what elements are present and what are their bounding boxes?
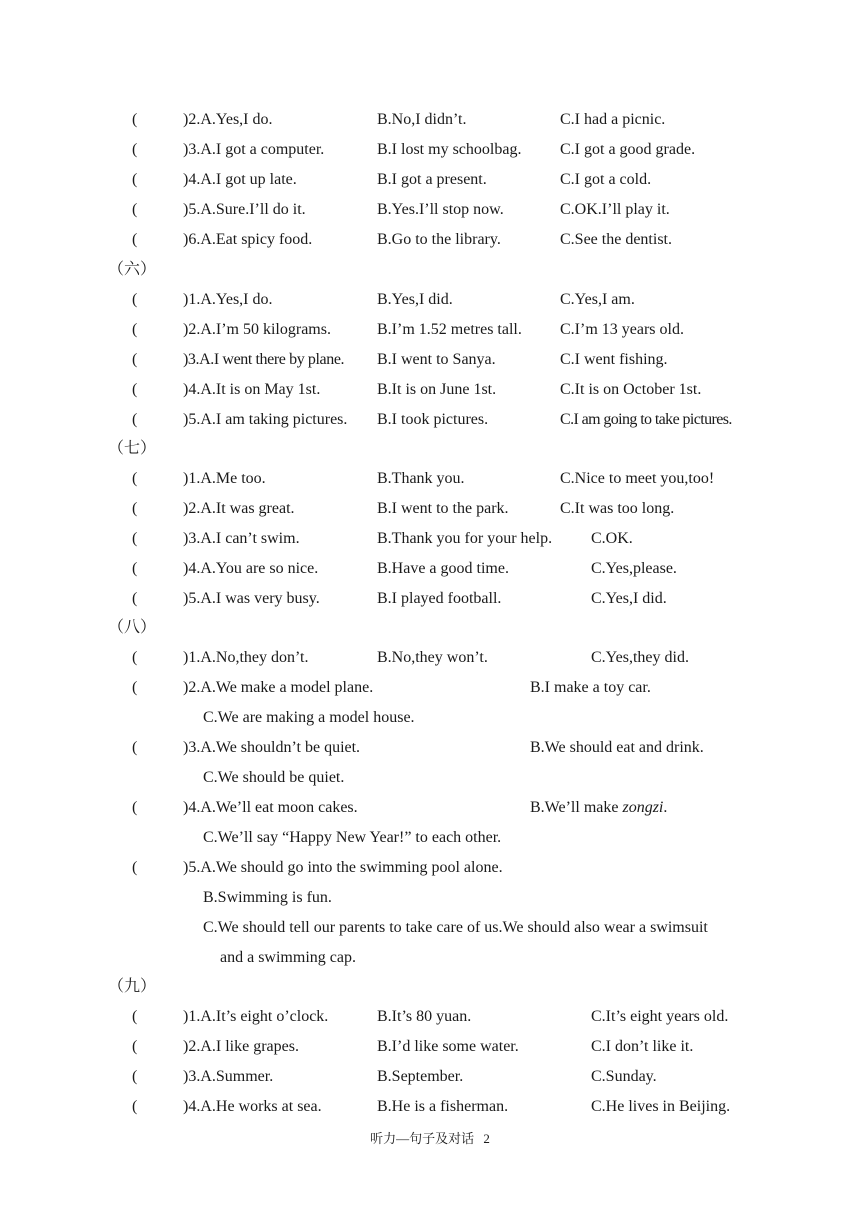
question-row-continued xyxy=(0,823,860,853)
option-a: )2.A.It was great. xyxy=(183,500,295,517)
option-b-period: . xyxy=(663,799,668,816)
footer-title: 听力—句子及对话 xyxy=(370,1131,475,1146)
option-b: B.We should eat and drink. xyxy=(530,739,704,756)
option-b: B.September. xyxy=(377,1068,464,1085)
answer-bracket[interactable]: ( xyxy=(132,291,138,308)
question-row xyxy=(0,643,860,673)
option-b: B.I lost my schoolbag. xyxy=(377,141,522,158)
answer-bracket[interactable]: ( xyxy=(132,321,138,338)
option-c: C.Nice to meet you,too! xyxy=(560,470,715,487)
question-row xyxy=(0,464,860,494)
option-c: C.Yes,I did. xyxy=(591,590,667,607)
question-row xyxy=(0,165,860,195)
answer-bracket[interactable]: ( xyxy=(132,381,138,398)
option-c: C.We should tell our parents to take care of us.We should also wear a swimsuit xyxy=(203,919,708,936)
answer-bracket[interactable]: ( xyxy=(132,201,138,218)
option-c-continued: and a swimming cap. xyxy=(220,949,356,966)
option-a: )1.A.It’s eight o’clock. xyxy=(183,1008,329,1025)
option-a: )5.A.We should go into the swimming pool alone. xyxy=(183,859,503,876)
option-a: )3.A.I got a computer. xyxy=(183,141,325,158)
option-b: B.He is a fisherman. xyxy=(377,1098,509,1115)
option-a: )4.A.It is on May 1st. xyxy=(183,381,321,398)
answer-bracket[interactable]: ( xyxy=(132,171,138,188)
option-a: )3.A.We shouldn’t be quiet. xyxy=(183,739,361,756)
section-label: （九） xyxy=(108,978,157,995)
answer-bracket[interactable]: ( xyxy=(132,739,138,756)
answer-bracket[interactable]: ( xyxy=(132,649,138,666)
question-row xyxy=(0,225,860,255)
answer-bracket[interactable]: ( xyxy=(132,679,138,696)
option-c: C.I got a cold. xyxy=(560,171,652,188)
option-b: B.Go to the library. xyxy=(377,231,501,248)
option-c: C.I got a good grade. xyxy=(560,141,696,158)
question-row-continued xyxy=(0,703,860,733)
question-row xyxy=(0,315,860,345)
option-b: B.I went to the park. xyxy=(377,500,509,517)
answer-bracket[interactable]: ( xyxy=(132,530,138,547)
option-a: )5.A.I am taking pictures. xyxy=(183,411,348,428)
option-a: )2.A.We make a model plane. xyxy=(183,679,374,696)
answer-bracket[interactable]: ( xyxy=(132,351,138,368)
question-row xyxy=(0,345,860,375)
answer-bracket[interactable]: ( xyxy=(132,590,138,607)
question-row-continued xyxy=(0,943,860,973)
option-a: )4.A.I got up late. xyxy=(183,171,297,188)
option-a: )1.A.Me too. xyxy=(183,470,266,487)
option-c: C.We are making a model house. xyxy=(203,709,415,726)
option-c: C.He lives in Beijing. xyxy=(591,1098,731,1115)
answer-bracket[interactable]: ( xyxy=(132,859,138,876)
section-label: （七） xyxy=(108,440,157,457)
option-c: C.It was too long. xyxy=(560,500,675,517)
option-b: B.I took pictures. xyxy=(377,411,489,428)
section-label: （八） xyxy=(108,619,157,636)
question-row xyxy=(0,195,860,225)
option-b: B.I went to Sanya. xyxy=(377,351,496,368)
option-b-italic: zongzi xyxy=(622,799,664,816)
option-a: )2.A.I like grapes. xyxy=(183,1038,299,1055)
option-b: B.I got a present. xyxy=(377,171,487,188)
answer-bracket[interactable]: ( xyxy=(132,141,138,158)
answer-bracket[interactable]: ( xyxy=(132,500,138,517)
option-c: C.OK. xyxy=(591,530,633,547)
option-c: C.See the dentist. xyxy=(560,231,672,248)
page-footer xyxy=(0,1128,860,1147)
option-c: C.I don’t like it. xyxy=(591,1038,694,1055)
answer-bracket[interactable]: ( xyxy=(132,1038,138,1055)
option-a: )3.A.Summer. xyxy=(183,1068,274,1085)
option-a: )6.A.Eat spicy food. xyxy=(183,231,313,248)
answer-bracket[interactable]: ( xyxy=(132,231,138,248)
question-row xyxy=(0,554,860,584)
option-b: B.I’m 1.52 metres tall. xyxy=(377,321,522,338)
question-row xyxy=(0,793,860,823)
answer-bracket[interactable]: ( xyxy=(132,111,138,128)
option-a: )5.A.Sure.I’ll do it. xyxy=(183,201,306,218)
option-a: )3.A.I went there by plane. xyxy=(183,351,345,368)
page-number: 2 xyxy=(483,1131,490,1146)
option-b: B.Thank you. xyxy=(377,470,465,487)
answer-bracket[interactable]: ( xyxy=(132,1098,138,1115)
option-a: )5.A.I was very busy. xyxy=(183,590,320,607)
answer-bracket[interactable]: ( xyxy=(132,470,138,487)
option-c: C.Yes,they did. xyxy=(591,649,689,666)
option-c: C.We should be quiet. xyxy=(203,769,345,786)
option-b: B.No,they won’t. xyxy=(377,649,488,666)
option-b xyxy=(530,793,667,823)
option-a: )2.A.I’m 50 kilograms. xyxy=(183,321,331,338)
option-c: C.It is on October 1st. xyxy=(560,381,702,398)
option-c: C.Yes,I am. xyxy=(560,291,635,308)
question-row xyxy=(0,105,860,135)
option-c: C.OK.I’ll play it. xyxy=(560,201,670,218)
option-c: C.I went fishing. xyxy=(560,351,668,368)
question-row xyxy=(0,1002,860,1032)
option-b: B.Have a good time. xyxy=(377,560,509,577)
option-a: )4.A.He works at sea. xyxy=(183,1098,322,1115)
option-a: )4.A.We’ll eat moon cakes. xyxy=(183,799,358,816)
section-label: （六） xyxy=(108,261,157,278)
option-b: B.I played football. xyxy=(377,590,502,607)
option-b: B.I’d like some water. xyxy=(377,1038,519,1055)
section-heading xyxy=(0,972,860,1002)
question-row xyxy=(0,733,860,763)
question-row xyxy=(0,584,860,614)
option-a: )1.A.No,they don’t. xyxy=(183,649,309,666)
option-a: )2.A.Yes,I do. xyxy=(183,111,273,128)
option-b: B.It is on June 1st. xyxy=(377,381,497,398)
option-c: C.We’ll say “Happy New Year!” to each other. xyxy=(203,829,502,846)
option-b-text: B.We’ll make xyxy=(530,799,623,816)
question-row xyxy=(0,494,860,524)
question-row xyxy=(0,524,860,554)
option-c: C.It’s eight years old. xyxy=(591,1008,729,1025)
question-row xyxy=(0,405,860,435)
section-heading xyxy=(0,434,860,464)
option-b: B.Yes,I did. xyxy=(377,291,453,308)
answer-bracket[interactable]: ( xyxy=(132,1068,138,1085)
option-c: C.I’m 13 years old. xyxy=(560,321,684,338)
question-row xyxy=(0,1062,860,1092)
question-row xyxy=(0,135,860,165)
option-b: B.I make a toy car. xyxy=(530,679,651,696)
option-c: C.I am going to take pictures. xyxy=(560,411,732,428)
option-b: B.Thank you for your help. xyxy=(377,530,553,547)
answer-bracket[interactable]: ( xyxy=(132,560,138,577)
option-a: )3.A.I can’t swim. xyxy=(183,530,300,547)
answer-bracket[interactable]: ( xyxy=(132,411,138,428)
option-b: B.Swimming is fun. xyxy=(203,889,332,906)
question-row xyxy=(0,375,860,405)
option-b: B.No,I didn’t. xyxy=(377,111,467,128)
question-row xyxy=(0,853,860,883)
question-row xyxy=(0,1092,860,1122)
answer-bracket[interactable]: ( xyxy=(132,799,138,816)
answer-bracket[interactable]: ( xyxy=(132,1008,138,1025)
option-a: )1.A.Yes,I do. xyxy=(183,291,273,308)
section-heading xyxy=(0,255,860,285)
option-b: B.Yes.I’ll stop now. xyxy=(377,201,504,218)
option-a: )4.A.You are so nice. xyxy=(183,560,319,577)
question-row-continued xyxy=(0,763,860,793)
question-row xyxy=(0,673,860,703)
question-row xyxy=(0,1032,860,1062)
question-row xyxy=(0,285,860,315)
option-c: C.I had a picnic. xyxy=(560,111,666,128)
option-c: C.Yes,please. xyxy=(591,560,677,577)
question-row-continued xyxy=(0,883,860,913)
option-b: B.It’s 80 yuan. xyxy=(377,1008,472,1025)
option-c: C.Sunday. xyxy=(591,1068,657,1085)
section-heading xyxy=(0,613,860,643)
question-row-continued xyxy=(0,913,860,943)
